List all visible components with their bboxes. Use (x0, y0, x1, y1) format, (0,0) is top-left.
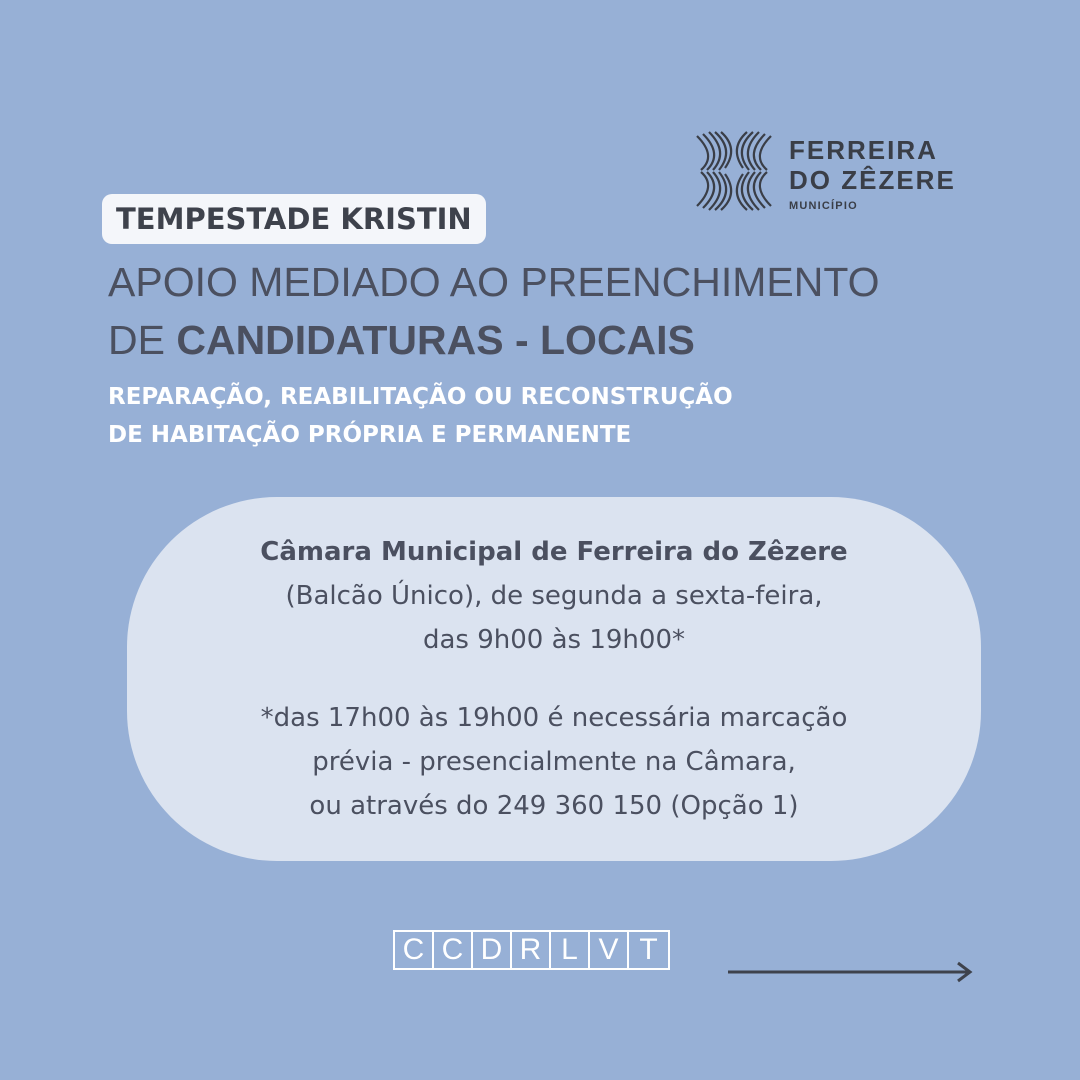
info-days: (Balcão Único), de segunda a sexta-feira, (285, 581, 823, 611)
title-line-2-bold: CANDIDATURAS - LOCAIS (176, 317, 695, 363)
info-note-3: ou através do 249 360 150 (Opção 1) (309, 791, 799, 821)
info-note-1: *das 17h00 às 19h00 é necessária marcação (260, 703, 848, 733)
logo-mark-icon (693, 130, 775, 212)
ccdrlvt-letter: R (512, 932, 551, 968)
ccdrlvt-letter: D (473, 932, 512, 968)
logo-line-1: FERREIRA (789, 135, 938, 165)
ccdrlvt-letter: C (434, 932, 473, 968)
logo-line-3: MUNICÍPIO (789, 200, 858, 212)
municipality-logo (693, 130, 963, 216)
title-line-2 (108, 318, 695, 362)
ccdrlvt-letter: L (551, 932, 590, 968)
ccdrlvt-letter: V (590, 932, 629, 968)
topic-badge: TEMPESTADE KRISTIN (102, 194, 486, 244)
info-card (127, 497, 981, 861)
subtitle-line-1: REPARAÇÃO, REABILITAÇÃO OU RECONSTRUÇÃO (108, 384, 733, 410)
subtitle-line-2: DE HABITAÇÃO PRÓPRIA E PERMANENTE (108, 422, 632, 448)
info-place: Câmara Municipal de Ferreira do Zêzere (260, 537, 848, 567)
title-line-1: APOIO MEDIADO AO PREENCHIMENTO (108, 259, 880, 305)
arrow-right-icon[interactable] (728, 960, 974, 984)
ccdrlvt-letter: T (639, 933, 658, 966)
ccdrlvt-logo (393, 930, 670, 970)
ccdrlvt-letter: C (395, 932, 434, 968)
info-note-2: prévia - presencialmente na Câmara, (312, 747, 796, 777)
logo-line-2: DO ZÊZERE (789, 165, 956, 195)
info-hours: das 9h00 às 19h00* (422, 625, 685, 655)
subtitle (108, 378, 733, 454)
title-line-2-prefix: DE (108, 317, 177, 363)
